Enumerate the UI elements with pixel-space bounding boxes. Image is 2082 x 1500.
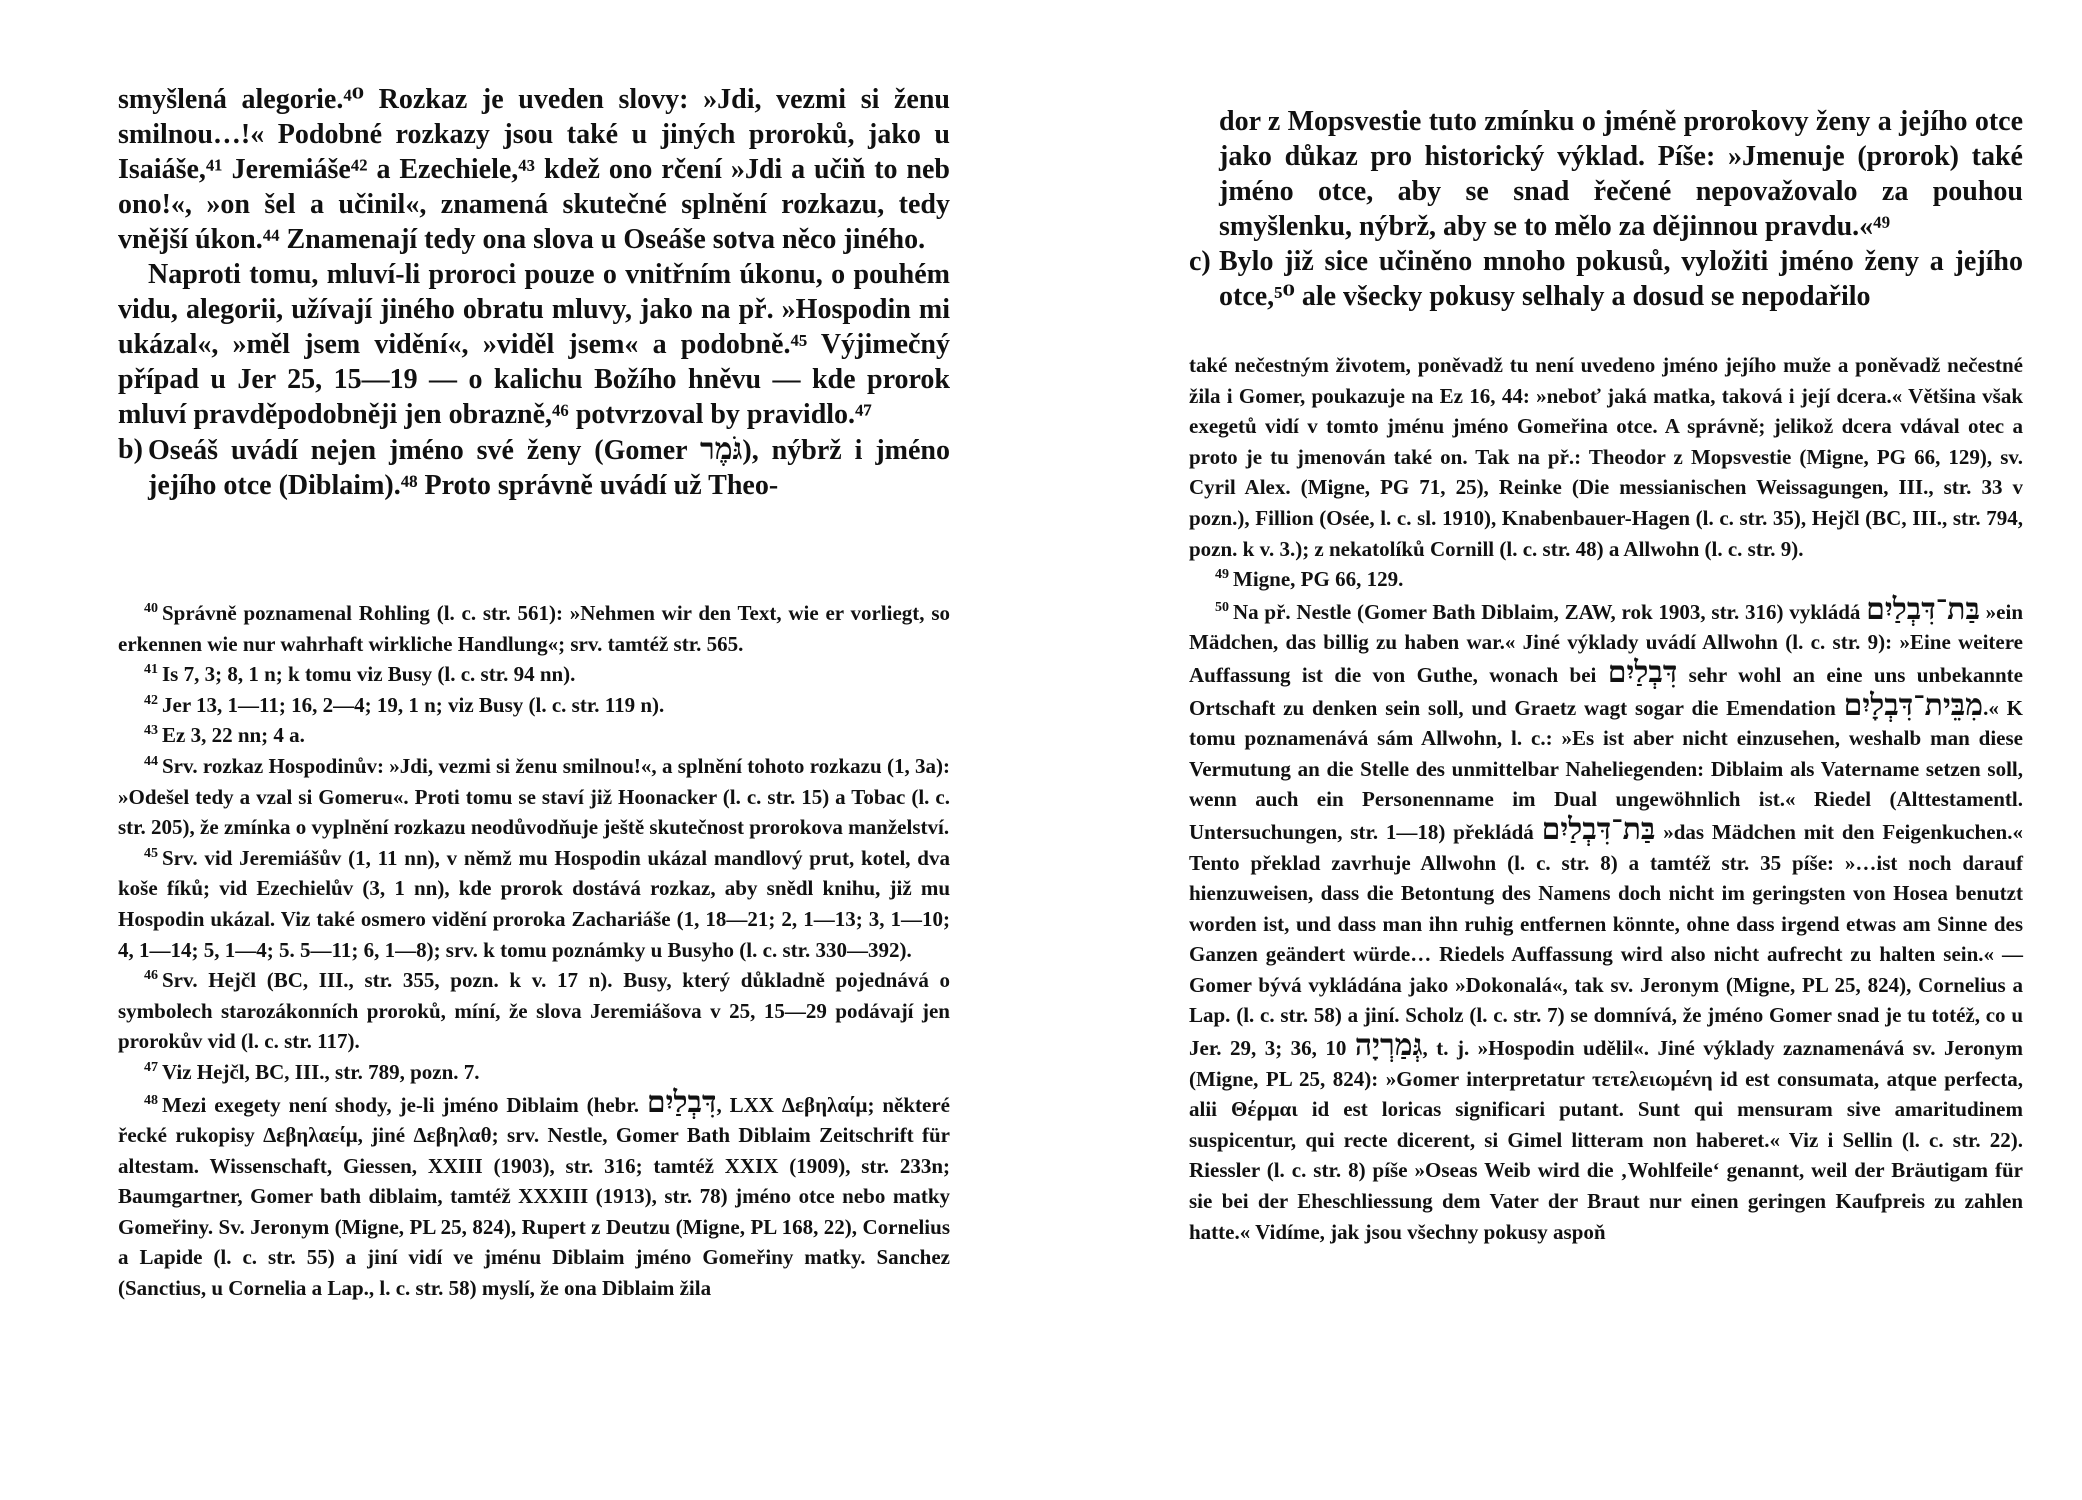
left-main-text (118, 82, 950, 503)
footnote-text: Migne, PG 66, 129. (1233, 567, 1404, 592)
footnote-48 (118, 1084, 951, 1304)
hebrew-word: בַּת־דִּבְלַיִם (1866, 591, 1980, 627)
right-paragraph-1: dor z Mopsvestie tuto zmínku o jméně prorokovy ženy a jejího otce jako důkaz pro historický výklad. Píše: »Jmenuje (prorok) také jméno otce, aby se snad řečené nepovažovalo za pouhou smyšlenku, nýbrž, aby se to mělo za dějinnou pravdu.«⁴⁹ (1219, 106, 2023, 242)
footnote-43 (118, 720, 950, 751)
footnote-number: 43 (144, 723, 158, 739)
footnote-number: 41 (144, 662, 158, 678)
footnote-text: .« K tomu poznamenává sám Allwohn, l. c.: »Es ist aber nicht einzusehen, weshalb man diese Vermutung an die Stelle des unmittelbar Naheliegenden: Diblaim als Vatername setzen soll, wenn auch ein Personenname im Dual ungewöhnlich ist.« Riedel (Alttestamentl. Untersuchungen, str. 1—18) překládá (1189, 695, 2023, 844)
footnote-50 (1189, 591, 2023, 1247)
footnote-48-continuation: také nečestným životem, poněvadž tu není uvedeno jméno jejího muže a poněvadž nečestné žila i Gomer, poukazuje na Ez 16, 44: »neboť jaká matka, taková i její dcera.« Většina však exegetů vidí v tomto jménu jméno Gomeřina otce. A správně; jelikož dcera vdával otec a proto je tu jmenován také on. Tak na př.: Theodor z Mopsvestie (Migne, PG 66, 129), sv. Cyril Alex. (Migne, PG 71, 25), Reinke (Die messianischen Weissagungen, III., str. 33 v pozn.), Fillion (Osée, l. c. sl. 1910), Knabenbauer-Hagen (l. c. str. 35), Hejčl (BC, III., str. 794, pozn. k v. 3.); z nekatolíků Cornill (l. c. str. 48) a Allwohn (l. c. str. 9). (1189, 353, 2023, 561)
right-footnotes (1189, 350, 2023, 1247)
footnote-text: Na př. Nestle (Gomer Bath Diblaim, ZAW, rok 1903, str. 316) vykládá (1233, 599, 1867, 624)
hebrew-word: בַּת־דִּבְלַיִם (1541, 811, 1656, 847)
footnote-text: Jer 13, 1—11; 16, 2—4; 19, 1 n; viz Busy (l. c. str. 119 n). (162, 692, 665, 717)
item-b-text-after: ), nýbrž i jméno jejího otce (Diblaim).⁴⁸ Proto správně uvádí už Theo- (148, 435, 950, 501)
footnote-46 (118, 965, 950, 1057)
footnote-text: »ein Mädchen, das billig zu haben war.« Jiné výklady uvádí Allwohn (l. c. str. 9): »Eine weitere Auffassung ist die von Guthe, wonach bei (1189, 599, 2023, 687)
footnote-text: »das Mädchen mit den Feigenkuchen.« Tento překlad zavrhuje Allwohn (l. c. str. 8) a tamtéž str. 35 píše: »…ist noch darauf hienzuweisen, dass die Betontung des Namens doch nicht im geringsten von Hosea benutzt worden ist, und dass man ihn ruhig entfernen könnte, ohne dass irgend etwas am Sinne des Ganzen geändert würde… Riedels Auffassung wird also nicht aufrecht zu halten sein.« — Gomer bývá vykládána jako »Dokonalá«, tak sv. Jeronym (Migne, PL 25, 824), Cornelius a Lap. (l. c. str. 58) a jiní. Scholz (l. c. str. 7) se domnívá, že jméno Gomer snad je tu totéž, co u Jer. 29, 3; 36, 10 (1189, 819, 2023, 1061)
footnote-40 (118, 598, 950, 659)
footnote-text: Srv. Hejčl (BC, III., str. 355, pozn. k v. 17 n). Busy, který důkladně pojednává o symbolech starozákonních proroků, míní, že slova Jeremiášova v 25, 15—29 podávají jen prorokův vid (l. c. str. 117). (118, 968, 950, 1054)
item-c (1189, 244, 2023, 314)
footnote-text: Správně poznamenal Rohling (l. c. str. 561): »Nehmen wir den Text, wie er vorliegt, so erkennen wie nur wahrhaft wirkliche Handlung«; srv. tamtéž str. 565. (118, 601, 950, 656)
hebrew-word: מִבֵּית־דִּבְלָיִם (1843, 687, 1984, 723)
hebrew-word: דִּבְלַיִם (1607, 654, 1678, 690)
item-c-text: Bylo již sice učiněno mnoho pokusů, vyložiti jméno ženy a jejího otce,⁵⁰ ale všecky pokusy selhaly a dosud se nepodařilo (1219, 246, 2023, 312)
footnote-number: 44 (144, 753, 158, 769)
left-paragraph-2: Naproti tomu, mluví-li proroci pouze o vnitřním úkonu, o pouhém vidu, alegorii, užívají jiného obratu mluvy, jako na př. »Hospodin mi ukázal«, »měl jsem vidění«, »viděl jsem« a podobně.⁴⁵ Výjimečný případ u Jer 25, 15—19 — o kalichu Božího hněvu — kde prorok mluví pravděpodobněji jen obrazně,⁴⁶ potvrzoval by pravidlo.⁴⁷ (118, 259, 950, 430)
footnote-text: , LXX Δεβηλαίμ; některé řecké rukopisy Δεβηλαείμ, jiné Δεβηλαθ; srv. Nestle, Gomer Bath Diblaim Zeitschrift für altestam. Wissenschaft, Giessen, XXIII (1903), str. 316; tamtéž XXIX (1909), str. 233n; Baumgartner, Gomer bath diblaim, tamtéž XXXIII (1913), str. 78) jméno otce nebo matky Gomeřiny. Sv. Jeronym (Migne, PL 25, 824), Rupert z Deutzu (Migne, PL 168, 22), Cornelius a Lapide (l. c. str. 55) a jiní vidí ve jménu Diblaim jméno Gomeřiny matky. Sanchez (Sanctius, u Cornelia a Lap., l. c. str. 58) myslí, že ona Diblaim žila (118, 1092, 951, 1301)
footnote-text: Mezi exegety není shody, je-li jméno Diblaim (hebr. (162, 1092, 639, 1117)
footnote-text: Ez 3, 22 nn; 4 a. (162, 723, 305, 748)
footnote-text: sehr wohl an eine uns unbekannte Ortschaft zu denken sein soll, und Graetz wagt sogar die Emendation (1189, 662, 2023, 720)
footnote-text: Srv. vid Jeremiášův (1, 11 nn), v němž mu Hospodin ukázal mandlový prut, kotel, dva koše fíků; vid Ezechielův (3, 1 nn), kde prorok dostává rozkaz, aby snědl knihu, již mu Hospodin ukázal. Viz také osmero vidění proroka Zachariáše (1, 18—21; 2, 1—13; 3, 1—10; 4, 1—14; 5, 1—4; 5. 5—11; 6, 1—8); srv. k tomu poznámky u Busyho (l. c. str. 330—392). (118, 845, 950, 962)
item-c-marker: c) (1189, 246, 1211, 277)
hebrew-word: דִּבְלַיִם (646, 1084, 717, 1120)
right-main-text (1189, 104, 2023, 314)
item-b-text (148, 432, 950, 503)
right-page (1041, 0, 2082, 1500)
footnote-44 (118, 751, 950, 843)
item-b (118, 432, 950, 503)
right-footnote-list (1189, 564, 2023, 1247)
footnote-text: Is 7, 3; 8, 1 n; k tomu viz Busy (l. c. str. 94 nn). (162, 662, 576, 687)
footnote-41 (118, 659, 950, 690)
footnote-number: 50 (1215, 599, 1229, 615)
left-paragraph-1: smyšlená alegorie.⁴⁰ Rozkaz je uveden slovy: »Jdi, vezmi si ženu smilnou…!« Podobné rozkazy jsou také u jiných proroků, jako u Isaiáše,⁴¹ Jeremiáše⁴² a Ezechiele,⁴³ kdež ono rčení »Jdi a učiň to neb ono!«, »on šel a učinil«, znamená skutečné splnění rozkazu, tedy vnější úkon.⁴⁴ Znamenají tedy ona slova u Oseáše sotva něco jiného. (118, 84, 950, 255)
footnote-number: 46 (144, 968, 158, 984)
footnote-number: 49 (1215, 567, 1229, 583)
hebrew-gomer: גֹּמֶר (700, 432, 743, 467)
footnote-number: 40 (144, 601, 158, 616)
footnote-text: Srv. rozkaz Hospodinův: »Jdi, vezmi si ženu smilnou!«, a splnění tohoto rozkazu (1, 3a): »Odešel tedy a vzal si Gomeru«. Proti tomu se staví již Hoonacker (l. c. str. 15) a Tobac (l. c. str. 205), že zmínka o vyplnění rozkazu neodůvodňuje ještě skutečnost prorokova manželství. (118, 753, 950, 840)
footnote-42 (118, 690, 950, 721)
footnote-45 (118, 843, 950, 965)
footnote-49 (1189, 564, 2023, 595)
footnote-number: 48 (144, 1092, 158, 1108)
footnote-number: 47 (144, 1059, 158, 1075)
left-footnotes (118, 598, 950, 1304)
footnote-text: , t. j. »Hospodin udělil«. Jiné výklady zaznamenává sv. Jeronym (Migne, PL 25, 824): »Gomer interpretatur τετελειωμένη id est consumata, atque perfecta, alii Θέρμαι id est loricas significari putant. Sunt qui mensuram sive amaritudinem suspicentur, qui recte dicerent, si Gimel litteram non haberet.« Viz i Sellin (l. c. str. 22). Riessler (l. c. str. 8) píše »Oseas Weib wird die ‚Wohlfeile‘ genannt, weil der Bräutigam für sie bei der Eheschliessung dem Vater der Braut nur einen geringen Kaufpreis zu zahlen hatte.« Vidíme, jak jsou všechny pokusy aspoň (1189, 1036, 2023, 1244)
footnote-number: 42 (144, 692, 158, 708)
item-b-marker: b) (118, 434, 143, 465)
hebrew-word: גְּמַרְיָה (1354, 1028, 1423, 1064)
footnote-number: 45 (144, 845, 158, 861)
item-b-text-before: Oseáš uvádí nejen jméno své ženy (Gomer (148, 435, 688, 466)
footnote-47 (118, 1057, 950, 1088)
footnote-text: Viz Hejčl, BC, III., str. 789, pozn. 7. (162, 1059, 480, 1084)
